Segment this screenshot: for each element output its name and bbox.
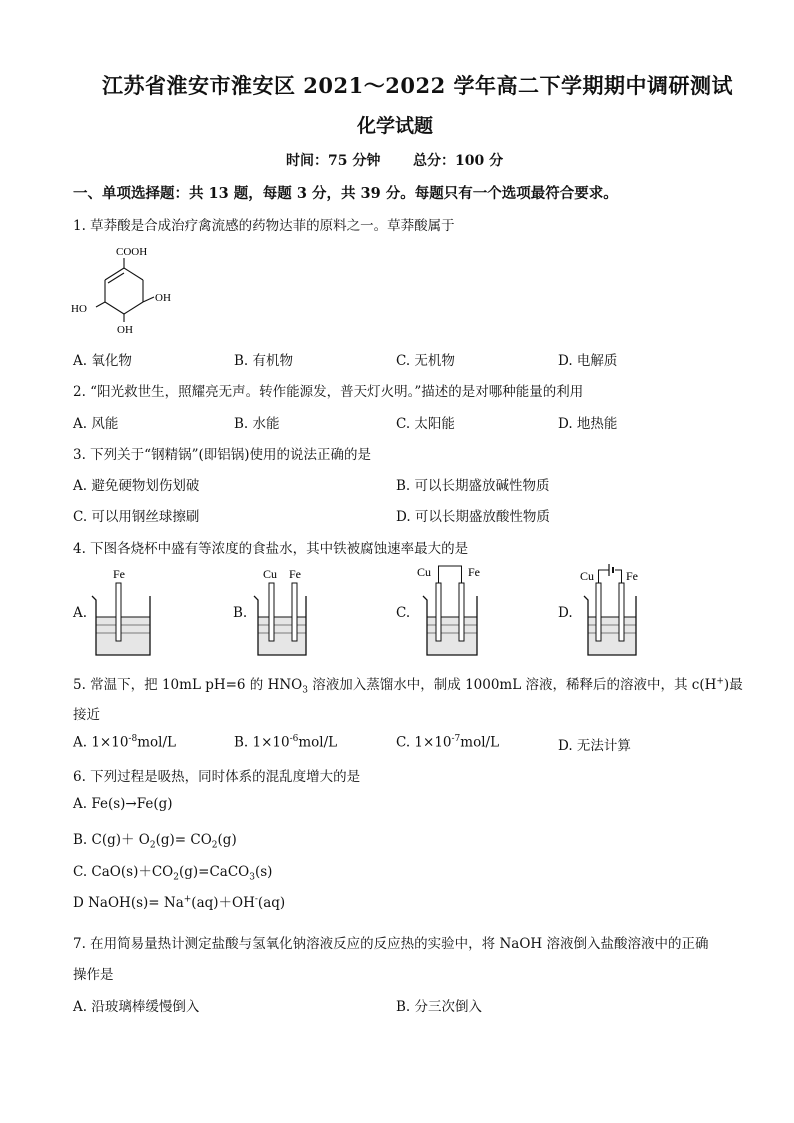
- q6-option-a[interactable]: A. Fe(s)→Fe(g): [73, 796, 173, 812]
- q2-option-b[interactable]: B. 水能: [234, 416, 280, 432]
- exam-time: 时间：75 分钟: [286, 153, 381, 169]
- question-5-stem-line2: 接近: [73, 707, 100, 723]
- q2-option-d[interactable]: D. 地热能: [558, 416, 618, 432]
- mol-label-ho-left: HO: [71, 303, 87, 315]
- cu-label: Cu: [263, 567, 278, 581]
- section-heading: 一、单项选择题：共 13 题，每题 3 分，共 39 分。每题只有一个选项最符合要求。: [73, 185, 618, 202]
- fe-label: Fe: [113, 567, 125, 581]
- cu-label: Cu: [580, 569, 595, 583]
- fe-label: Fe: [468, 565, 480, 579]
- q5-option-b[interactable]: B. $1\times 10^{-6}mol/L$: [234, 734, 338, 751]
- q5-option-c[interactable]: C. $1\times 10^{-7}mol/L$: [396, 734, 500, 751]
- q5-option-a[interactable]: A. $1\times 10^{-8}mol/L$: [73, 734, 176, 751]
- q5-option-d[interactable]: D. 无法计算: [558, 738, 631, 754]
- mol-label-oh-right: OH: [155, 292, 171, 304]
- cu-label: Cu: [417, 565, 432, 579]
- mol-label-cooh: COOH: [116, 246, 148, 258]
- q4-option-b-letter[interactable]: B.: [233, 605, 248, 621]
- question-2-stem: 2. “阳光救世生，照耀亮无声。转作能源发，普天灯火明。”描述的是对哪种能量的利用: [73, 384, 584, 400]
- page-subtitle: 化学试题: [357, 115, 434, 137]
- q4-beaker-d[interactable]: [578, 562, 658, 662]
- q4-beaker-a[interactable]: [90, 566, 160, 661]
- mol-label-oh-bottom: OH: [117, 324, 133, 336]
- q6-option-c[interactable]: C. $CaO(s)+CO_2(g)=CaCO_3(s)$: [73, 864, 273, 883]
- question-7-stem-line2: 操作是: [73, 967, 114, 983]
- q1-option-a[interactable]: A. 氧化物: [73, 353, 132, 369]
- question-6-stem: 6. 下列过程是吸热，同时体系的混乱度增大的是: [73, 769, 361, 785]
- q4-option-d-letter[interactable]: D.: [558, 605, 573, 621]
- q1-option-d[interactable]: D. 电解质: [558, 353, 618, 369]
- q4-beaker-c[interactable]: [416, 562, 496, 662]
- question-3-stem: 3. 下列关于“钢精锅”(即铝锅)使用的说法正确的是: [73, 447, 372, 463]
- shikimic-acid-structure: [68, 238, 188, 338]
- q1-option-b[interactable]: B. 有机物: [234, 353, 294, 369]
- q7-option-b[interactable]: B. 分三次倒入: [396, 999, 483, 1015]
- question-5-stem-line1: 5. 常温下，把 10mL pH=6 的 $HNO_3$ 溶液加入蒸馏水中，制成 1000mL 溶液，稀释后的溶液中，其 c(H+)最: [73, 676, 743, 696]
- q3-option-a[interactable]: A. 避免硬物划伤划破: [73, 478, 200, 494]
- q3-option-d[interactable]: D. 可以长期盛放酸性物质: [396, 509, 550, 525]
- q4-beaker-b[interactable]: [252, 566, 322, 661]
- q6-option-b[interactable]: B. $C(g)+ O_2(g)= CO_2(g)$: [73, 832, 237, 851]
- q2-option-a[interactable]: A. 风能: [73, 416, 119, 432]
- q4-option-c-letter[interactable]: C.: [396, 605, 411, 621]
- q6-option-d[interactable]: D NaOH(s)= Na+(aq)＋OH-(aq): [73, 894, 286, 911]
- exam-total-score: 总分：100 分: [413, 153, 504, 169]
- q4-option-a-letter[interactable]: A.: [73, 605, 88, 621]
- fe-label: Fe: [289, 567, 301, 581]
- q1-option-c[interactable]: C. 无机物: [396, 353, 455, 369]
- q7-option-a[interactable]: A. 沿玻璃棒缓慢倒入: [73, 999, 200, 1015]
- fe-label: Fe: [626, 569, 638, 583]
- question-4-stem: 4. 下图各烧杯中盛有等浓度的食盐水，其中铁被腐蚀速率最大的是: [73, 541, 469, 557]
- q3-option-b[interactable]: B. 可以长期盛放碱性物质: [396, 478, 550, 494]
- q2-option-c[interactable]: C. 太阳能: [396, 416, 455, 432]
- question-7-stem-line1: 7. 在用简易量热计测定盐酸与氢氧化钠溶液反应的反应热的实验中，将 NaOH 溶液倒入盐酸溶液中的正确: [73, 936, 709, 952]
- q3-option-c[interactable]: C. 可以用钢丝球擦刷: [73, 509, 200, 525]
- question-1-stem: 1. 草莽酸是合成治疗禽流感的药物达菲的原料之一。草莽酸属于: [73, 218, 455, 234]
- page-title: 江苏省淮安市淮安区 2021～2022 学年高二下学期期中调研测试: [102, 73, 734, 98]
